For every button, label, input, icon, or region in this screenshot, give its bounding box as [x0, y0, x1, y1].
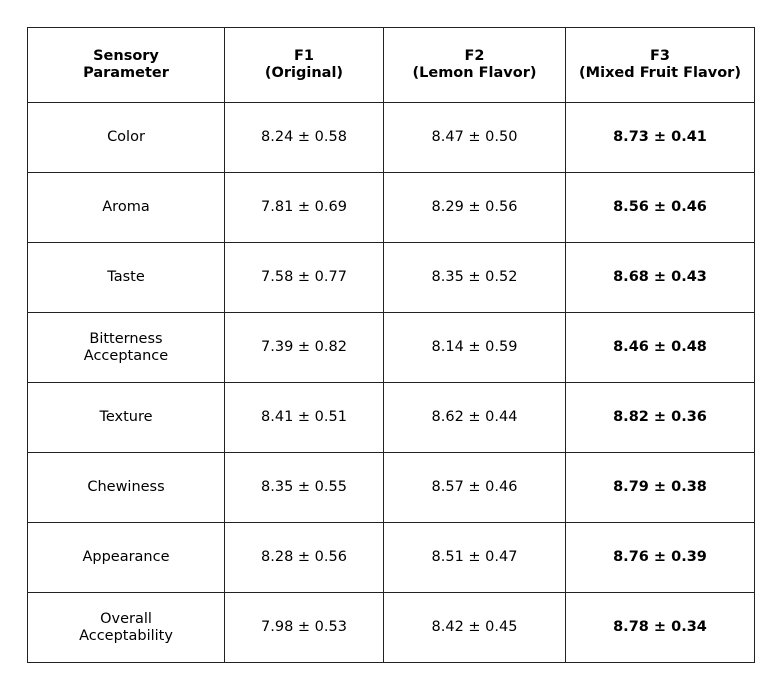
header-row — [28, 28, 755, 103]
cell-parameter: Texture — [28, 383, 225, 453]
table-row — [28, 383, 755, 453]
header-cell-f3: F3 (Mixed Fruit Flavor) — [566, 28, 755, 103]
cell-parameter: Appearance — [28, 523, 225, 593]
header-cell-f1: F1 (Original) — [225, 28, 384, 103]
cell-f2: 8.14 ± 0.59 — [384, 313, 566, 383]
table-body — [28, 103, 755, 663]
table-row — [28, 173, 755, 243]
cell-f2: 8.57 ± 0.46 — [384, 453, 566, 523]
cell-f1: 7.81 ± 0.69 — [225, 173, 384, 243]
cell-parameter: Chewiness — [28, 453, 225, 523]
cell-f1: 7.39 ± 0.82 — [225, 313, 384, 383]
cell-f1: 7.58 ± 0.77 — [225, 243, 384, 313]
cell-f2: 8.51 ± 0.47 — [384, 523, 566, 593]
table-row — [28, 103, 755, 173]
cell-f3: 8.76 ± 0.39 — [566, 523, 755, 593]
cell-f1: 8.41 ± 0.51 — [225, 383, 384, 453]
table-row — [28, 593, 755, 663]
cell-f3: 8.73 ± 0.41 — [566, 103, 755, 173]
cell-f3: 8.82 ± 0.36 — [566, 383, 755, 453]
table-row — [28, 313, 755, 383]
cell-f2: 8.35 ± 0.52 — [384, 243, 566, 313]
table-row — [28, 453, 755, 523]
cell-parameter: Aroma — [28, 173, 225, 243]
cell-f1: 7.98 ± 0.53 — [225, 593, 384, 663]
cell-f3: 8.78 ± 0.34 — [566, 593, 755, 663]
cell-f3: 8.56 ± 0.46 — [566, 173, 755, 243]
cell-f2: 8.62 ± 0.44 — [384, 383, 566, 453]
cell-f1: 8.28 ± 0.56 — [225, 523, 384, 593]
cell-f3: 8.68 ± 0.43 — [566, 243, 755, 313]
cell-parameter: Color — [28, 103, 225, 173]
cell-f1: 8.24 ± 0.58 — [225, 103, 384, 173]
table-header — [28, 28, 755, 103]
cell-f1: 8.35 ± 0.55 — [225, 453, 384, 523]
header-cell-f2: F2 (Lemon Flavor) — [384, 28, 566, 103]
table-row — [28, 243, 755, 313]
cell-f3: 8.79 ± 0.38 — [566, 453, 755, 523]
table-row — [28, 523, 755, 593]
header-cell-parameter: Sensory Parameter — [28, 28, 225, 103]
cell-parameter: Bitterness Acceptance — [28, 313, 225, 383]
cell-f3: 8.46 ± 0.48 — [566, 313, 755, 383]
cell-f2: 8.29 ± 0.56 — [384, 173, 566, 243]
cell-parameter: Overall Acceptability — [28, 593, 225, 663]
sensory-evaluation-table — [27, 27, 755, 663]
cell-f2: 8.42 ± 0.45 — [384, 593, 566, 663]
cell-parameter: Taste — [28, 243, 225, 313]
cell-f2: 8.47 ± 0.50 — [384, 103, 566, 173]
